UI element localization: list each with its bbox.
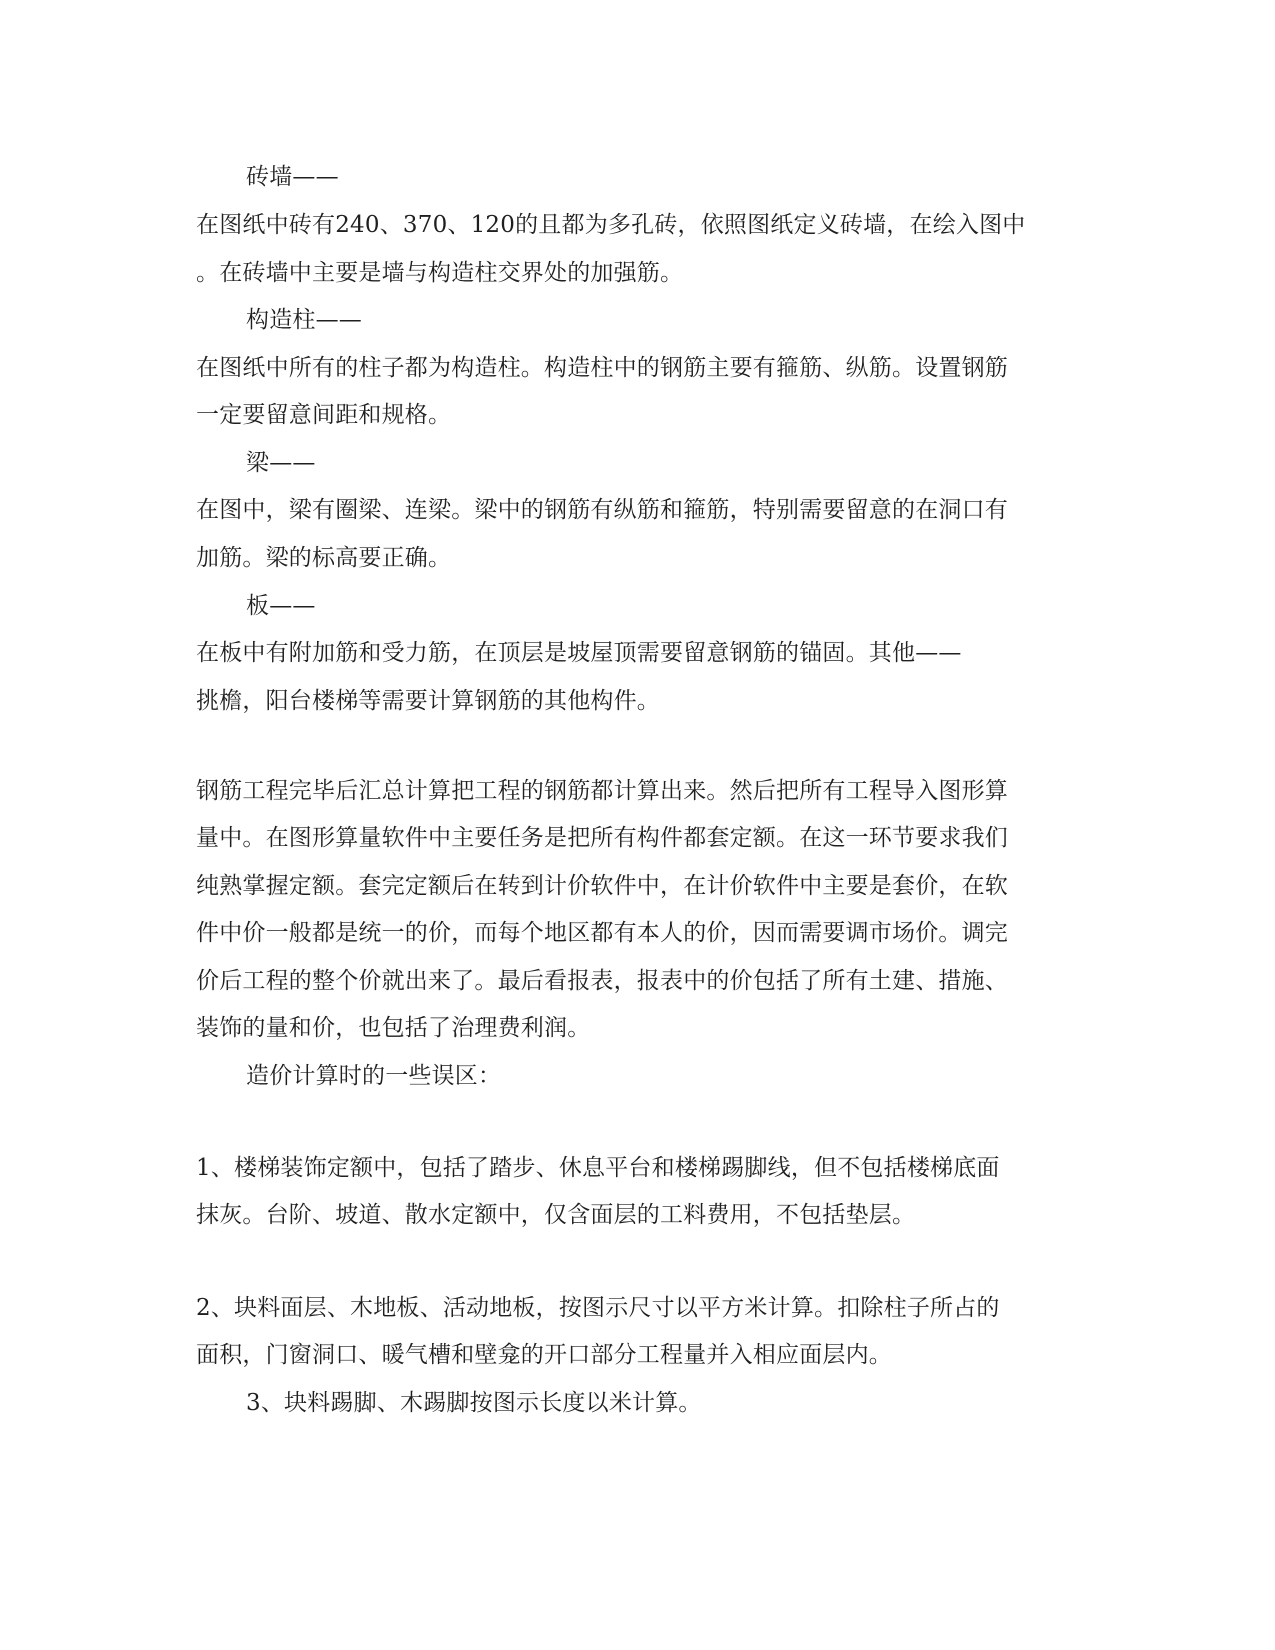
heading-structural-column: 构造柱—— <box>246 307 362 333</box>
paragraph-line: 价后工程的整个价就出来了。最后看报表，报表中的价包括了所有土建、措施、 <box>196 968 1008 994</box>
list-item-line: 3、块料踢脚、木踢脚按图示长度以米计算。 <box>246 1390 702 1416</box>
paragraph-line: 。在砖墙中主要是墙与构造柱交界处的加强筋。 <box>196 260 684 286</box>
heading-brick-wall: 砖墙—— <box>246 164 339 190</box>
paragraph-line: 在图纸中砖有240、370、120的且都为多孔砖，依照图纸定义砖墙，在绘入图中 <box>196 212 1026 238</box>
paragraph-line: 在板中有附加筋和受力筋，在顶层是坡屋顶需要留意钢筋的锚固。其他—— <box>196 640 962 666</box>
paragraph-line: 在图纸中所有的柱子都为构造柱。构造柱中的钢筋主要有箍筋、纵筋。设置钢筋 <box>196 355 1008 381</box>
paragraph-line: 纯熟掌握定额。套完定额后在转到计价软件中，在计价软件中主要是套价，在软 <box>196 873 1008 899</box>
paragraph-line: 挑檐，阳台楼梯等需要计算钢筋的其他构件。 <box>196 688 660 714</box>
paragraph-line: 装饰的量和价，也包括了治理费利润。 <box>196 1015 591 1041</box>
paragraph-line: 一定要留意间距和规格。 <box>196 402 452 428</box>
paragraph-line: 量中。在图形算量软件中主要任务是把所有构件都套定额。在这一环节要求我们 <box>196 825 1008 851</box>
heading-beam: 梁—— <box>246 450 316 476</box>
list-item-line: 抹灰。台阶、坡道、散水定额中，仅含面层的工料费用，不包括垫层。 <box>196 1202 916 1228</box>
list-item-line: 面积，门窗洞口、暖气槽和壁龛的开口部分工程量并入相应面层内。 <box>196 1342 892 1368</box>
paragraph-line: 在图中，梁有圈梁、连梁。梁中的钢筋有纵筋和箍筋，特别需要留意的在洞口有 <box>196 497 1008 523</box>
heading-slab: 板—— <box>246 593 316 619</box>
heading-misconceptions: 造价计算时的一些误区： <box>246 1063 502 1089</box>
list-item-line: 1、楼梯装饰定额中，包括了踏步、休息平台和楼梯踢脚线，但不包括楼梯底面 <box>196 1155 1000 1181</box>
paragraph-line: 件中价一般都是统一的价，而每个地区都有本人的价，因而需要调市场价。调完 <box>196 920 1008 946</box>
paragraph-line: 加筋。梁的标高要正确。 <box>196 545 452 571</box>
list-item-line: 2、块料面层、木地板、活动地板，按图示尺寸以平方米计算。扣除柱子所占的 <box>196 1295 1000 1321</box>
paragraph-line: 钢筋工程完毕后汇总计算把工程的钢筋都计算出来。然后把所有工程导入图形算 <box>196 778 1008 804</box>
